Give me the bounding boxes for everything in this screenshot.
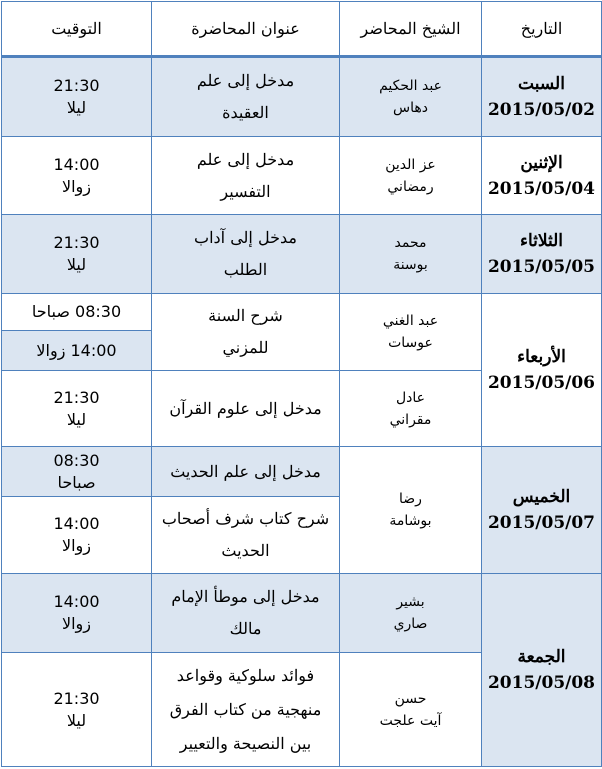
- title-cell: [152, 497, 340, 574]
- title-line: شرح السنة: [208, 306, 283, 325]
- time-value: 14:00: [53, 154, 100, 174]
- title-line: شرح كتاب شرف أصحاب: [161, 509, 330, 528]
- sheikh-cell: [340, 215, 482, 294]
- sheikh-line: آيت علجت: [379, 712, 442, 729]
- date-value: 2015/05/05: [487, 257, 596, 277]
- date-cell: [482, 574, 602, 767]
- sheikh-line: دهاس: [393, 100, 428, 116]
- time-period: ليلا: [66, 409, 87, 429]
- date-cell: [482, 57, 602, 137]
- time-cell: [2, 57, 152, 137]
- time-value: 21:30: [53, 76, 100, 95]
- sheikh-cell: [340, 447, 482, 574]
- title-line: العقيدة: [222, 103, 269, 122]
- title-line: الحديث: [221, 541, 270, 560]
- title-line: مدخل إلى علم: [196, 71, 295, 90]
- sheikh-cell: [340, 57, 482, 137]
- time-value: 21:30: [53, 688, 100, 708]
- time-cell: [2, 215, 152, 294]
- day-name: الخميس: [512, 487, 571, 507]
- date-value: 2015/05/04: [487, 178, 596, 199]
- date-value: 2015/05/06: [487, 373, 596, 393]
- time-period: ليلا: [66, 98, 87, 117]
- sheikh-line: عبد الحكيم: [379, 78, 442, 94]
- header-title: عنوان المحاضرة: [152, 2, 340, 57]
- time-period: صباحا: [57, 472, 96, 492]
- date-cell: [482, 447, 602, 574]
- header-row: [2, 2, 602, 57]
- sheikh-line: رمضاني: [387, 178, 434, 195]
- time-cell: [2, 371, 152, 447]
- sheikh-line: صاري: [393, 616, 428, 632]
- title-line: مدخل إلى آداب: [194, 228, 297, 247]
- time-value: 21:30: [53, 387, 100, 407]
- time-value: 21:30: [53, 233, 100, 252]
- table-row: [2, 574, 602, 653]
- sheikh-line: بوشامة: [389, 513, 432, 529]
- header-date: التاريخ: [482, 2, 602, 57]
- date-cell: [482, 137, 602, 215]
- title-line: منهجية من كتاب الفرق: [169, 699, 322, 719]
- title-line: التفسير: [220, 181, 271, 201]
- title-cell: [152, 57, 340, 137]
- title-line: الطلب: [223, 260, 268, 279]
- sheikh-line: عوسات: [388, 335, 433, 351]
- title-cell: [152, 574, 340, 653]
- title-line: مالك: [229, 619, 262, 638]
- time-cell: [2, 137, 152, 215]
- table-row: [2, 447, 602, 497]
- title-line: بين النصيحة والتعيير: [179, 733, 312, 753]
- schedule-table: [1, 1, 602, 767]
- date-value: 2015/05/02: [487, 100, 596, 120]
- date-value: 2015/05/07: [487, 513, 596, 533]
- sheikh-line: عبد الغني: [382, 313, 439, 329]
- sheikh-cell: [340, 137, 482, 215]
- title-cell: [152, 653, 340, 767]
- table-row: [2, 294, 602, 331]
- sheikh-cell: [340, 574, 482, 653]
- time-cell: [2, 574, 152, 653]
- sheikh-line: عادل: [395, 389, 426, 406]
- time-value: 08:30: [53, 450, 100, 470]
- table-row: [2, 215, 602, 294]
- title-cell: [152, 294, 340, 371]
- day-name: الإثنين: [520, 152, 563, 173]
- time-cell: [2, 497, 152, 574]
- day-name: الأربعاء: [517, 347, 566, 367]
- sheikh-line: رضا: [399, 491, 422, 507]
- time-period: زوالا: [61, 176, 92, 196]
- title-cell: [152, 215, 340, 294]
- title-line: فوائد سلوكية وقواعد: [176, 665, 315, 685]
- sheikh-line: عز الدين: [385, 156, 436, 173]
- title-line: مدخل إلى علم الحديث: [170, 461, 321, 481]
- time-period: ليلا: [66, 255, 87, 274]
- time-cell: [2, 653, 152, 767]
- sheikh-line: حسن: [394, 690, 427, 707]
- time-period: ليلا: [66, 710, 87, 730]
- title-line: مدخل إلى موطأ الإمام: [171, 587, 320, 606]
- header-time: التوقيت: [2, 2, 152, 57]
- date-value: 2015/05/08: [487, 673, 596, 693]
- day-name: الثلاثاء: [519, 231, 564, 251]
- day-name: الجمعة: [517, 647, 566, 667]
- sheikh-cell: [340, 371, 482, 447]
- title-cell: [152, 447, 340, 497]
- sheikh-cell: [340, 653, 482, 767]
- time-value: 14:00: [53, 592, 100, 611]
- time-cell: 08:30 صباحا: [2, 294, 152, 331]
- sheikh-line: بوسنة: [393, 257, 428, 273]
- sheikh-line: مقراني: [389, 411, 432, 428]
- sheikh-line: بشير: [396, 594, 425, 610]
- date-cell: [482, 215, 602, 294]
- sheikh-line: محمد: [394, 235, 427, 251]
- time-value: 14:00: [53, 514, 100, 533]
- date-cell: [482, 294, 602, 447]
- header-sheikh: الشيخ المحاضر: [340, 2, 482, 57]
- title-cell: [152, 137, 340, 215]
- sheikh-cell: [340, 294, 482, 371]
- title-cell: [152, 371, 340, 447]
- title-line: مدخل إلى علم: [196, 149, 295, 169]
- table-row: [2, 137, 602, 215]
- time-cell: [2, 447, 152, 497]
- title-line: مدخل إلى علوم القرآن: [169, 398, 322, 418]
- time-cell: 14:00 زوالا: [2, 331, 152, 371]
- time-period: زوالا: [61, 536, 92, 555]
- table-row: [2, 57, 602, 137]
- time-period: زوالا: [61, 614, 92, 633]
- day-name: السبت: [518, 74, 565, 94]
- title-line: للمزني: [222, 338, 269, 357]
